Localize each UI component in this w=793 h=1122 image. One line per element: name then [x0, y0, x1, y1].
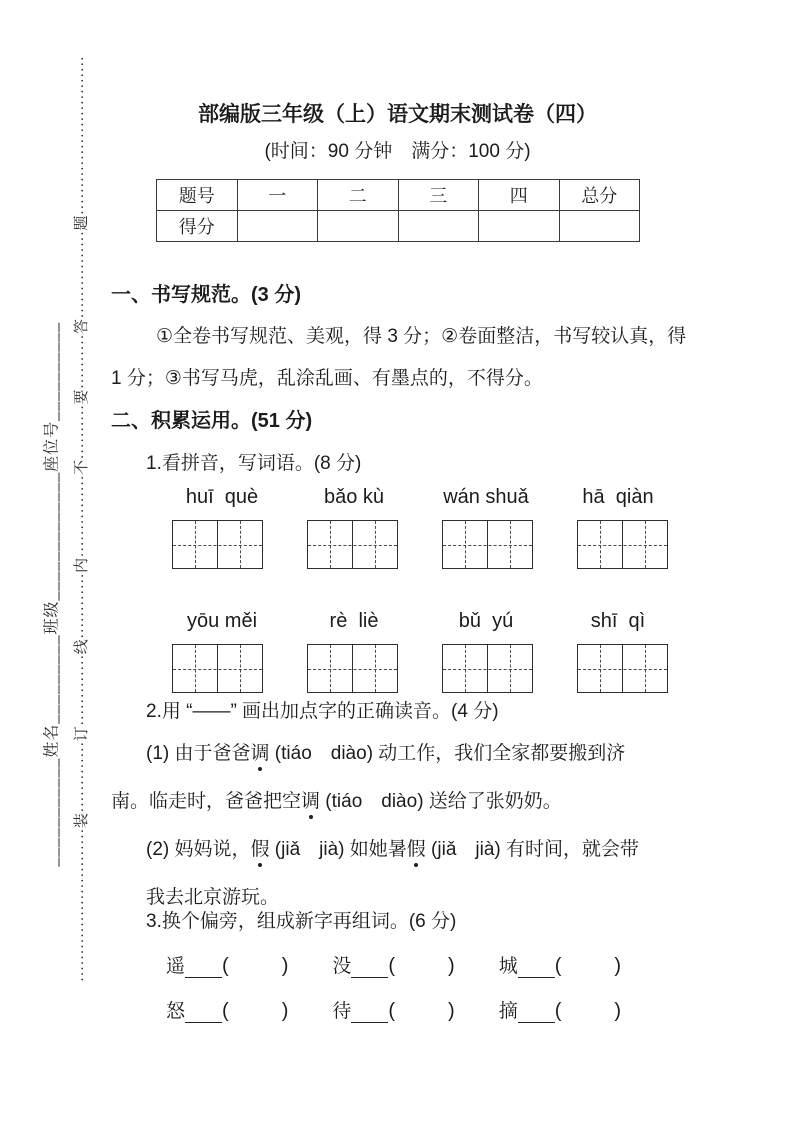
pinyin-label: wán shuǎ: [443, 486, 529, 508]
tianzige-cell: [173, 521, 217, 568]
paren-close: ): [281, 1000, 289, 1022]
writing-grid-row-1: [172, 520, 668, 569]
score-cell-empty: [559, 211, 640, 242]
section-1-rule-line-1: ①全卷书写规范、美观，得 3 分；②卷面整洁，书写较认真，得: [156, 326, 687, 347]
paren-close: ): [281, 955, 289, 977]
score-table-header-cell: 三: [398, 180, 479, 211]
question-3-row-1: [166, 951, 665, 978]
pinyin-label: bǎo kù: [323, 486, 385, 508]
tianzige-cell: [308, 645, 352, 692]
answer-blank-line: [185, 1005, 222, 1023]
answer-blank-line: [351, 960, 388, 978]
score-table-header-cell: 总分: [559, 180, 640, 211]
question-3-row-2: [166, 996, 665, 1023]
pinyin-label: hā qiàn: [582, 486, 654, 508]
tianzige-grid: [577, 520, 668, 569]
question-2-item-2-line-1: [146, 838, 639, 862]
question-2-item-2-line-2: [146, 886, 279, 910]
paren-close: ): [448, 955, 455, 977]
emphasized-char: 调: [250, 743, 270, 764]
tianzige-cell: [217, 645, 262, 692]
tianzige-cell: [352, 521, 397, 568]
tianzige-cell: [578, 645, 622, 692]
score-table-header-row: [157, 180, 640, 211]
pinyin-label: bǔ yú: [458, 610, 514, 632]
paren-open: (: [388, 1000, 396, 1022]
sentence-text: (tiáo diào) 动工作，我们全家都要搬到济: [269, 743, 626, 764]
tianzige-cell: [443, 645, 487, 692]
tianzige-cell: [578, 521, 622, 568]
sentence-text: (tiáo diào) 送给了张奶奶。: [320, 791, 562, 812]
tianzige-grid: [577, 644, 668, 693]
question-3-heading: 3.换个偏旁，组成新字再组词。(6 分): [146, 911, 457, 932]
score-cell-empty: [479, 211, 560, 242]
tianzige-cell: [622, 521, 667, 568]
paren-close: ): [614, 955, 622, 977]
paren-open: (: [554, 1000, 562, 1022]
tianzige-grid: [442, 644, 533, 693]
tianzige-cell: [352, 645, 397, 692]
base-char: 遥: [166, 956, 186, 977]
binding-line-text: ····························装·············订·············线············内···············不··········要··········答················题·····························: [73, 55, 90, 982]
pinyin-label: huī què: [185, 486, 259, 508]
sentence-text: (1) 由于爸爸: [146, 743, 251, 764]
emphasized-char: 假: [406, 839, 426, 860]
pinyin-row-2: [172, 610, 668, 633]
base-char: 城: [498, 956, 518, 977]
sentence-text: 南。临走时，爸爸把空: [111, 791, 302, 812]
sentence-text: (jiǎ jià) 有时间，就会带: [425, 839, 640, 860]
question-2-item-1-line-1: [146, 742, 625, 766]
answer-blank-line: [518, 1005, 555, 1023]
emphasized-char: 假: [250, 839, 270, 860]
score-table-score-row: [157, 211, 640, 242]
radical-change-item: [332, 951, 454, 978]
score-table-header-cell: 二: [318, 180, 399, 211]
score-table-header-cell: 题号: [157, 180, 238, 211]
paren-open: (: [388, 955, 396, 977]
sentence-text: (jiǎ jià) 如她暑: [269, 839, 407, 860]
score-cell-empty: [318, 211, 399, 242]
score-table-header-cell: 一: [237, 180, 318, 211]
tianzige-cell: [487, 521, 532, 568]
paren-close: ): [448, 1000, 455, 1022]
section-1-rule-line-2: 1 分；③书写马虎，乱涂乱画、有墨点的，不得分。: [111, 368, 543, 389]
tianzige-grid: [442, 520, 533, 569]
tianzige-cell: [217, 521, 262, 568]
paren-open: (: [222, 955, 229, 977]
sentence-text: 我去北京游玩。: [146, 887, 280, 908]
tianzige-grid: [307, 644, 398, 693]
score-cell-empty: [398, 211, 479, 242]
paren-open: (: [554, 955, 562, 977]
score-row-label: 得分: [157, 211, 238, 242]
radical-change-item: [499, 951, 621, 978]
pinyin-label: rè liè: [329, 610, 379, 632]
tianzige-grid: [307, 520, 398, 569]
pinyin-label: shī qì: [590, 610, 646, 632]
radical-change-item: [166, 951, 288, 978]
score-table-header-cell: 四: [479, 180, 560, 211]
score-table: [156, 179, 640, 242]
score-cell-empty: [237, 211, 318, 242]
radical-change-item: [499, 996, 621, 1023]
page-subtitle: (时间：90 分钟 满分：100 分): [264, 141, 531, 162]
answer-blank-line: [185, 960, 222, 978]
tianzige-cell: [622, 645, 667, 692]
emphasized-char: 调: [301, 791, 321, 812]
question-2-item-1-line-2: [111, 790, 562, 814]
answer-blank-line: [518, 960, 555, 978]
sentence-text: (2) 妈妈说，: [146, 839, 251, 860]
tianzige-cell: [443, 521, 487, 568]
radical-change-item: [332, 996, 454, 1023]
writing-grid-row-2: [172, 644, 668, 693]
paren-close: ): [614, 1000, 622, 1022]
question-1-heading: 1.看拼音，写词语。(8 分): [146, 453, 362, 474]
student-info-fields: ___________姓名_________班级_____________座位号__________: [43, 321, 61, 867]
tianzige-cell: [308, 521, 352, 568]
question-2-heading: 2.用 “——” 画出加点字的正确读音。(4 分): [146, 701, 499, 722]
pinyin-row-1: [172, 486, 668, 509]
tianzige-grid: [172, 520, 263, 569]
tianzige-cell: [173, 645, 217, 692]
pinyin-label: yōu měi: [186, 610, 258, 632]
answer-blank-line: [351, 1005, 388, 1023]
base-char: 摘: [498, 1001, 518, 1022]
base-char: 怒: [166, 1001, 186, 1022]
tianzige-cell: [487, 645, 532, 692]
radical-change-item: [166, 996, 288, 1023]
paren-open: (: [222, 1000, 229, 1022]
base-char: 待: [332, 1001, 352, 1022]
tianzige-grid: [172, 644, 263, 693]
section-1-heading: 一、书写规范。(3 分): [111, 284, 301, 306]
section-2-heading: 二、积累运用。(51 分): [111, 410, 313, 432]
page-title: 部编版三年级（上）语文期末测试卷（四）: [198, 103, 597, 126]
base-char: 没: [332, 956, 352, 977]
